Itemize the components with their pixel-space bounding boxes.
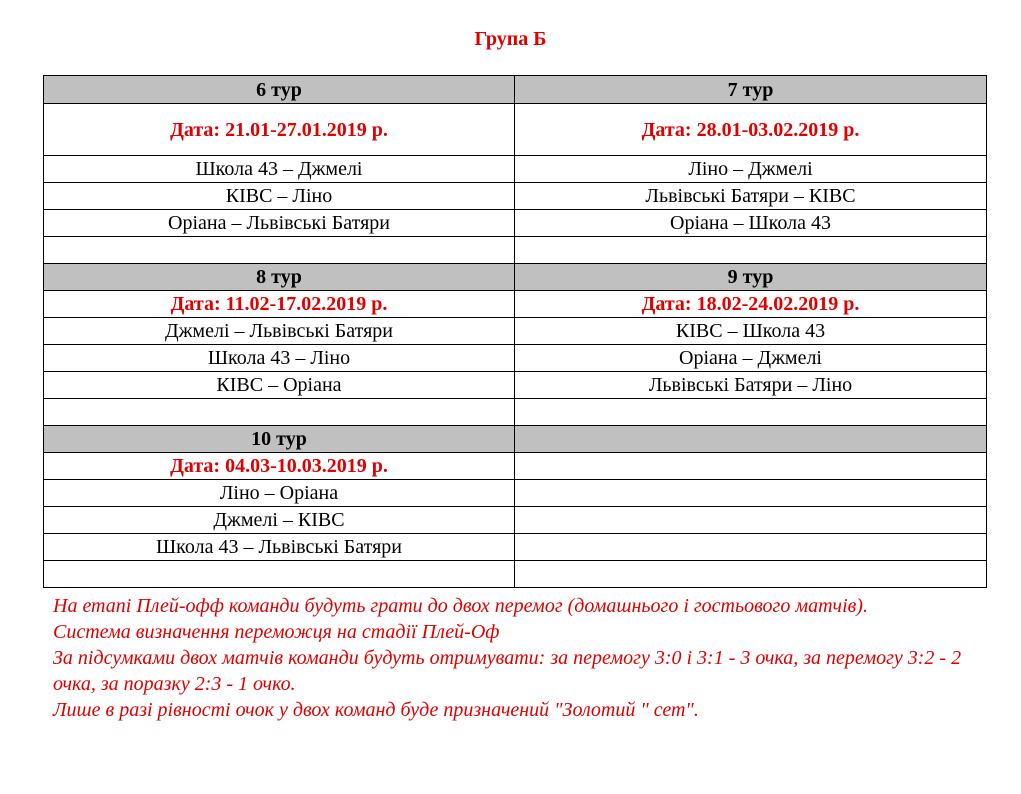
match-cell: Львівські Батяри – Ліно [515,372,987,399]
match-cell: Ліно – Джмелі [515,156,987,183]
playoff-notes [53,593,973,723]
empty-header-cell [515,426,987,453]
empty-cell [515,399,987,426]
round-6-header: 6 тур [44,76,515,104]
table-row [44,507,987,534]
table-row [44,372,987,399]
group-title: Група Б [474,28,547,50]
match-cell: КІВС – Школа 43 [515,318,987,345]
table-row [44,264,987,291]
empty-cell [515,561,987,588]
match-cell: Ліно – Оріана [44,480,515,507]
empty-cell [44,237,515,264]
match-cell: Школа 43 – Львівські Батяри [44,534,515,561]
note-line: Система визначення переможця на стадії Плей-Оф [53,621,500,643]
table-row [44,104,987,156]
table-row [44,345,987,372]
round-8-header: 8 тур [44,264,515,291]
table-row [44,210,987,237]
table-row [44,480,987,507]
table-row [44,156,987,183]
table-row [44,318,987,345]
match-cell: Оріана – Львівські Батяри [44,210,515,237]
match-cell: Школа 43 – Ліно [44,345,515,372]
empty-cell [515,534,987,561]
table-row [44,183,987,210]
table-row [44,534,987,561]
note-line: Лише в разі рівності очок у двох команд буде призначений "Золотий " сет". [53,699,699,721]
schedule-table [43,75,987,588]
match-cell: Джмелі – Львівські Батяри [44,318,515,345]
empty-cell [44,399,515,426]
table-row [44,237,987,264]
match-cell: Школа 43 – Джмелі [44,156,515,183]
table-row [44,561,987,588]
round-6-date: Дата: 21.01-27.01.2019 р. [44,104,515,156]
round-9-header: 9 тур [515,264,987,291]
round-7-header: 7 тур [515,76,987,104]
empty-cell [515,507,987,534]
match-cell: Оріана – Джмелі [515,345,987,372]
match-cell: КІВС – Ліно [44,183,515,210]
match-cell: Оріана – Школа 43 [515,210,987,237]
round-10-date: Дата: 04.03-10.03.2019 р. [44,453,515,480]
match-cell: Львівські Батяри – КІВС [515,183,987,210]
round-8-date: Дата: 11.02-17.02.2019 р. [44,291,515,318]
round-7-date: Дата: 28.01-03.02.2019 р. [515,104,987,156]
table-row [44,291,987,318]
table-row [44,453,987,480]
empty-cell [515,480,987,507]
note-line: За підсумками двох матчів команди будуть отримувати: за перемогу 3:0 і 3:1 - 3 очка, за перемогу 3:2 - 2 очка, за поразку 2:3 - 1 очко. [53,647,962,695]
table-row [44,399,987,426]
table-row [44,76,987,104]
note-line: На етапі Плей-офф команди будуть грати до двох перемог (домашнього і гостьового матчів). [53,595,868,617]
empty-cell [44,561,515,588]
empty-cell [515,237,987,264]
round-9-date: Дата: 18.02-24.02.2019 р. [515,291,987,318]
round-10-header: 10 тур [44,426,515,453]
empty-cell [515,453,987,480]
match-cell: Джмелі – КІВС [44,507,515,534]
match-cell: КІВС – Оріана [44,372,515,399]
table-row [44,426,987,453]
